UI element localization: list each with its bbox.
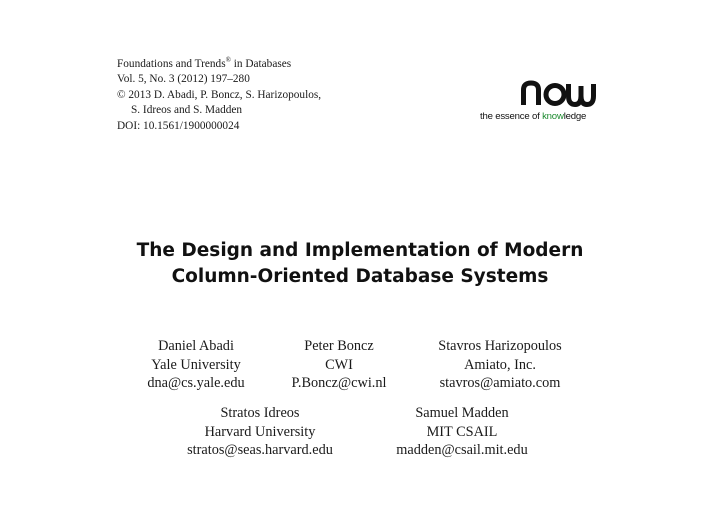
author-email: stavros@amiato.com — [439, 375, 561, 392]
now-wordmark-icon — [520, 75, 596, 109]
author-email: dna@cs.yale.edu — [147, 375, 245, 392]
publication-info — [117, 57, 321, 134]
title-line-2: Column-Oriented Database Systems — [171, 266, 549, 287]
journal-line — [117, 57, 321, 72]
copyright-line: © 2013 D. Abadi, P. Boncz, S. Harizopoulos, — [117, 88, 322, 101]
author-card — [412, 337, 588, 393]
doi-line: DOI: 10.1561/1900000024 — [117, 119, 240, 132]
title-line-1: The Design and Implementation of Modern — [136, 240, 584, 261]
copyright-line-continued: S. Idreos and S. Madden — [131, 104, 243, 117]
logo-tagline — [480, 111, 596, 122]
tagline-end: ledge — [563, 111, 587, 122]
author-card — [160, 404, 360, 460]
author-affiliation: MIT CSAIL — [426, 423, 498, 440]
author-card — [270, 337, 408, 393]
journal-name: Foundations and Trends — [117, 58, 226, 70]
author-name: Samuel Madden — [415, 405, 509, 421]
author-name: Stratos Idreos — [220, 405, 300, 421]
author-affiliation: Yale University — [151, 356, 241, 373]
author-affiliation: Amiato, Inc. — [464, 356, 536, 373]
author-affiliation: Harvard University — [204, 423, 316, 440]
author-card — [124, 337, 268, 393]
volume-line: Vol. 5, No. 3 (2012) 197–280 — [117, 73, 250, 86]
tagline-highlight: know — [542, 111, 564, 122]
author-email: P.Boncz@cwi.nl — [291, 375, 387, 392]
author-card — [372, 404, 552, 460]
tagline-start: the essence of — [480, 111, 543, 122]
journal-field: in Databases — [230, 58, 292, 70]
author-email: stratos@seas.harvard.edu — [187, 442, 333, 459]
registered-mark: ® — [225, 56, 231, 65]
author-name: Peter Boncz — [304, 338, 374, 354]
author-email: madden@csail.mit.edu — [396, 442, 528, 459]
author-name: Stavros Harizopoulos — [438, 338, 562, 354]
author-name: Daniel Abadi — [158, 338, 234, 354]
paper-title — [0, 238, 720, 290]
publisher-logo — [480, 75, 596, 122]
author-affiliation: CWI — [325, 356, 353, 373]
